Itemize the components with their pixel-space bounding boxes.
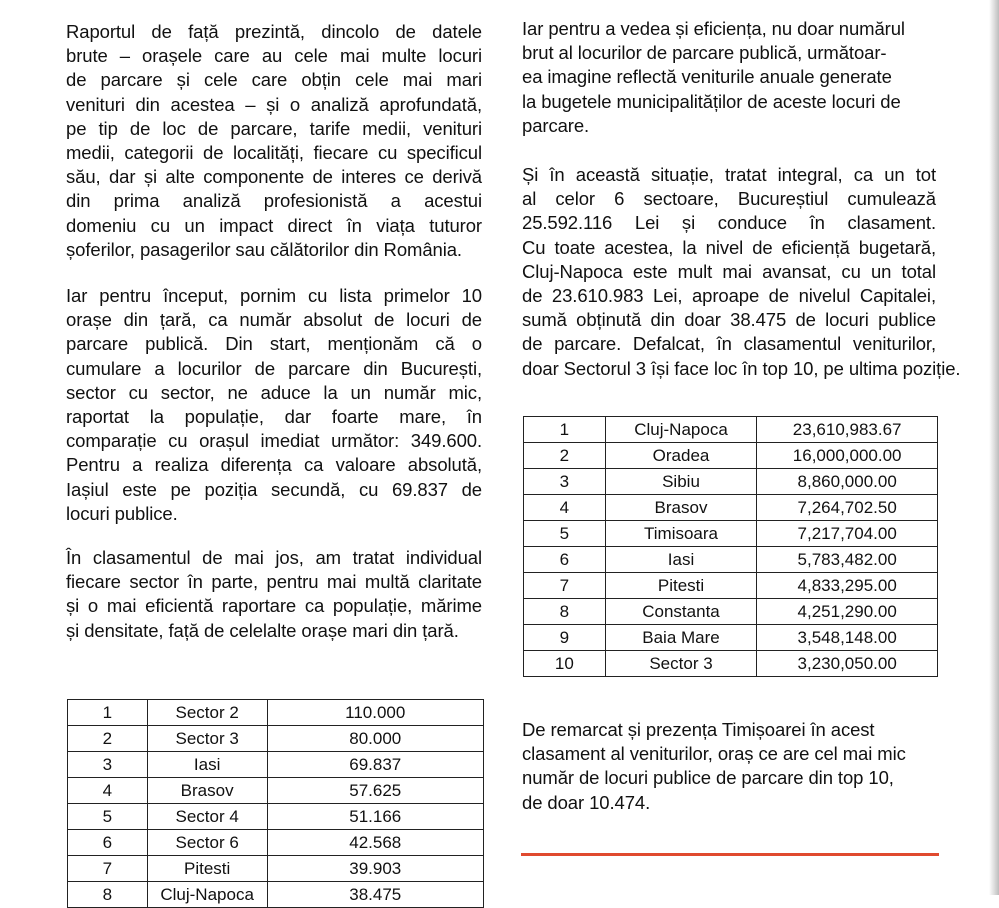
text-line: al celor 6 sectoare, Bucureștiul cumulează bbox=[522, 188, 936, 210]
text-line: Pentru a realiza diferența ca valoare absolută, bbox=[66, 454, 482, 476]
rank-cell: 3 bbox=[524, 469, 606, 495]
city-cell: Baia Mare bbox=[605, 625, 757, 651]
value-cell: 5,783,482.00 bbox=[757, 547, 938, 573]
text-line: la bugetele municipalităților de aceste locuri de bbox=[522, 90, 901, 112]
table-row bbox=[524, 599, 938, 625]
text-line: sumă obținută din doar 38.475 de locuri publice bbox=[522, 309, 936, 331]
rank-cell: 10 bbox=[524, 651, 606, 677]
city-cell: Sibiu bbox=[605, 469, 757, 495]
city-cell: Pitesti bbox=[147, 856, 267, 882]
revenue-table bbox=[523, 416, 938, 677]
city-cell: Constanta bbox=[605, 599, 757, 625]
value-cell: 3,230,050.00 bbox=[757, 651, 938, 677]
text-line: parcare. bbox=[522, 114, 590, 136]
text-line: ea imagine reflectă veniturile anuale generate bbox=[522, 66, 892, 88]
text-line: În clasamentul de mai jos, am tratat individual bbox=[66, 547, 482, 568]
value-cell: 23,610,983.67 bbox=[757, 417, 938, 443]
city-cell: Sector 6 bbox=[147, 830, 267, 856]
table-row bbox=[68, 830, 484, 856]
table-row bbox=[68, 804, 484, 830]
text-line: venituri din acestea – și o analiză aprofundată, bbox=[66, 93, 482, 115]
text-line: șoferilor, pasagerilor sau călătorilor din România. bbox=[66, 238, 462, 260]
text-line: comparație cu orașul imediat următor: 349.600. bbox=[66, 430, 482, 452]
text-line: cumulare a locurilor de parcare din București, bbox=[66, 357, 482, 379]
value-cell: 38.475 bbox=[267, 882, 483, 908]
text-line: pe tip de loc de parcare, tarife medii, venituri bbox=[66, 117, 482, 139]
city-cell: Sector 4 bbox=[147, 804, 267, 830]
parking-count-paragraph bbox=[66, 284, 482, 526]
rank-cell: 5 bbox=[68, 804, 148, 830]
rank-cell: 6 bbox=[524, 547, 606, 573]
value-cell: 3,548,148.00 bbox=[757, 625, 938, 651]
text-line: brute – orașele care au cele mai multe locuri bbox=[66, 45, 482, 67]
text-line: 25.592.116 Lei și conduce în clasament. bbox=[522, 212, 936, 234]
table-row bbox=[68, 700, 484, 726]
timisoara-note-paragraph bbox=[522, 718, 940, 815]
ranking-note-paragraph bbox=[66, 546, 482, 643]
table-row bbox=[524, 573, 938, 599]
text-line: număr de locuri publice de parcare din top 10, bbox=[522, 767, 894, 789]
rank-cell: 1 bbox=[68, 700, 148, 726]
value-cell: 7,264,702.50 bbox=[757, 495, 938, 521]
rank-cell: 8 bbox=[524, 599, 606, 625]
text-line: Și în această situație, tratat integral, ca un tot bbox=[522, 164, 936, 185]
revenue-analysis-paragraph bbox=[522, 163, 961, 381]
value-cell: 57.625 bbox=[267, 778, 483, 804]
text-line: de doar 10.474. bbox=[522, 791, 651, 813]
text-line: său, dar și alte componente de interes ce derivă bbox=[66, 166, 482, 188]
table-row bbox=[68, 752, 484, 778]
rank-cell: 6 bbox=[68, 830, 148, 856]
text-line: și o mai eficientă raportare ca populație, mărime bbox=[66, 595, 482, 617]
city-cell: Brasov bbox=[605, 495, 757, 521]
city-cell: Cluj-Napoca bbox=[605, 417, 757, 443]
value-cell: 16,000,000.00 bbox=[757, 443, 938, 469]
text-line: locuri publice. bbox=[66, 502, 178, 524]
rank-cell: 8 bbox=[68, 882, 148, 908]
table-row bbox=[524, 495, 938, 521]
value-cell: 8,860,000.00 bbox=[757, 469, 938, 495]
value-cell: 4,833,295.00 bbox=[757, 573, 938, 599]
table-row bbox=[524, 547, 938, 573]
city-cell: Pitesti bbox=[605, 573, 757, 599]
text-line: De remarcat și prezența Timișoarei în acest bbox=[522, 719, 875, 740]
city-cell: Timisoara bbox=[605, 521, 757, 547]
text-line: Raportul de față prezintă, dincolo de datele bbox=[66, 21, 482, 42]
rank-cell: 7 bbox=[68, 856, 148, 882]
table-row bbox=[68, 856, 484, 882]
page-edge-shadow bbox=[989, 0, 999, 895]
text-line: Cluj-Napoca este mult mai avansat, cu un total bbox=[522, 260, 936, 282]
rank-cell: 3 bbox=[68, 752, 148, 778]
table-row bbox=[68, 726, 484, 752]
text-line: și densitate, față de celelalte orașe mari din țară. bbox=[66, 619, 459, 641]
value-cell: 4,251,290.00 bbox=[757, 599, 938, 625]
text-line: clasament al veniturilor, oraș ce are cel mai mic bbox=[522, 743, 906, 765]
text-line: raportat la populație, dar foarte mare, în bbox=[66, 406, 482, 428]
table-row bbox=[524, 443, 938, 469]
text-line: Iașiul este pe poziția secundă, cu 69.837 de bbox=[66, 478, 482, 500]
table-row bbox=[524, 625, 938, 651]
table-row bbox=[524, 651, 938, 677]
value-cell: 51.166 bbox=[267, 804, 483, 830]
text-line: sector cu sector, ne aduce la un număr mic, bbox=[66, 381, 482, 403]
rank-cell: 4 bbox=[524, 495, 606, 521]
rank-cell: 9 bbox=[524, 625, 606, 651]
value-cell: 7,217,704.00 bbox=[757, 521, 938, 547]
text-line: orașe din țară, ca număr absolut de locuri de bbox=[66, 309, 482, 331]
city-cell: Sector 3 bbox=[147, 726, 267, 752]
efficiency-intro-paragraph bbox=[522, 17, 940, 138]
text-line: brut al locurilor de parcare publică, următoar- bbox=[522, 42, 887, 64]
rank-cell: 7 bbox=[524, 573, 606, 599]
table-row bbox=[524, 469, 938, 495]
text-line: Cu toate acestea, la nivel de eficiență bugetară, bbox=[522, 236, 936, 258]
text-line: parcare publică. Din start, menționăm că o bbox=[66, 333, 482, 355]
accent-divider bbox=[521, 853, 939, 856]
city-cell: Sector 2 bbox=[147, 700, 267, 726]
rank-cell: 2 bbox=[68, 726, 148, 752]
rank-cell: 5 bbox=[524, 521, 606, 547]
table-row bbox=[524, 417, 938, 443]
value-cell: 80.000 bbox=[267, 726, 483, 752]
intro-paragraph bbox=[66, 20, 482, 262]
parking-spots-table bbox=[67, 699, 484, 908]
value-cell: 42.568 bbox=[267, 830, 483, 856]
table-row bbox=[524, 521, 938, 547]
rank-cell: 4 bbox=[68, 778, 148, 804]
text-line: doar Sectorul 3 își face loc în top 10, pe ultima poziție. bbox=[522, 357, 961, 379]
value-cell: 69.837 bbox=[267, 752, 483, 778]
city-cell: Sector 3 bbox=[605, 651, 757, 677]
city-cell: Iasi bbox=[147, 752, 267, 778]
text-line: de parcare și cele care obțin cele mai mari bbox=[66, 69, 482, 91]
city-cell: Brasov bbox=[147, 778, 267, 804]
city-cell: Cluj-Napoca bbox=[147, 882, 267, 908]
text-line: Iar pentru a vedea și eficiența, nu doar numărul bbox=[522, 18, 905, 39]
text-line: de parcare. Defalcat, în clasamentul veniturilor, bbox=[522, 333, 936, 355]
text-line: Iar pentru început, pornim cu lista primelor 10 bbox=[66, 285, 482, 306]
city-cell: Oradea bbox=[605, 443, 757, 469]
rank-cell: 1 bbox=[524, 417, 606, 443]
text-line: medii, categorii de localități, fiecare cu specificul bbox=[66, 142, 482, 164]
city-cell: Iasi bbox=[605, 547, 757, 573]
text-line: din prima analiză profesionistă a acestui bbox=[66, 190, 482, 212]
rank-cell: 2 bbox=[524, 443, 606, 469]
table-row bbox=[68, 778, 484, 804]
text-line: fiecare sector în parte, pentru mai multă claritate bbox=[66, 571, 482, 593]
text-line: domeniu cu un impact direct în viața tuturor bbox=[66, 214, 482, 236]
value-cell: 110.000 bbox=[267, 700, 483, 726]
value-cell: 39.903 bbox=[267, 856, 483, 882]
text-line: de 23.610.983 Lei, aproape de nivelul Capitalei, bbox=[522, 285, 936, 307]
